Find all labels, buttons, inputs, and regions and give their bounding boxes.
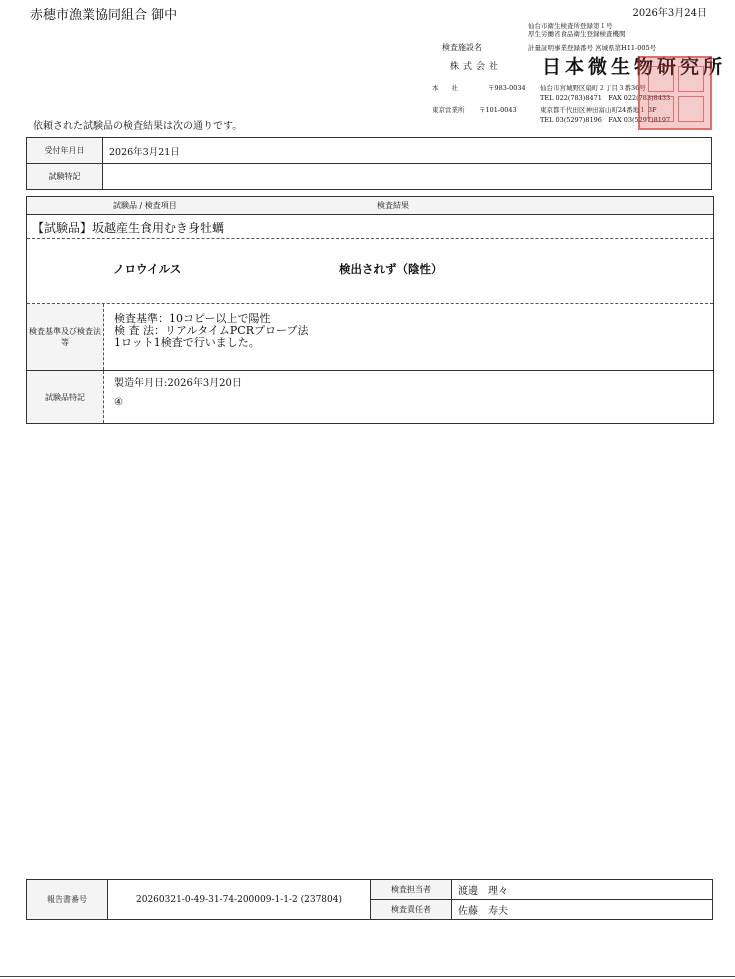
company-prefix: 株式会社 <box>450 62 503 72</box>
sample-spec-line-2: ④ <box>114 397 123 408</box>
header-item: 試験品 / 検査項目 <box>113 201 177 210</box>
header-result: 検査結果 <box>377 201 409 210</box>
inspector-label: 検査担当者 <box>371 880 452 900</box>
report-no-label: 報告書番号 <box>27 880 108 920</box>
receipt-value: 2026年3月21日 <box>103 138 712 164</box>
hq-postal: 〒983-0034 <box>488 84 526 92</box>
standard-row <box>27 304 713 371</box>
tokyo-address: 東京都千代田区神田富山町24番地１ 3F <box>540 106 657 114</box>
issuer-registration-2: 厚生労働省食品衛生登録検査機関 <box>528 30 626 38</box>
test-result: 検出されず（陰性） <box>339 262 443 276</box>
standard-line-1: 検査基準：10コピー以上で陽性 <box>114 312 271 325</box>
manager-label: 検査責任者 <box>371 900 452 920</box>
receipt-table <box>26 137 712 190</box>
test-notes-value <box>103 164 712 190</box>
facility-label: 検査施設名 <box>442 43 482 52</box>
result-row <box>27 239 713 304</box>
tokyo-label: 東京営業所 <box>432 106 465 114</box>
hq-address: 仙台市宮城野区扇町２丁目３番36号 <box>540 84 646 92</box>
hq-label: 本 社 <box>432 84 458 92</box>
issuer-registration-1: 仙台市衛生検査所登録第１号 <box>528 22 613 30</box>
results-table <box>26 196 714 424</box>
results-header <box>27 197 713 215</box>
standard-label: 検査基準及び検査法 等 <box>27 304 104 370</box>
inspector-name: 渡邊 理々 <box>452 880 713 900</box>
recipient: 赤穂市漁業協同組合 御中 <box>30 8 178 23</box>
receipt-label: 受付年月日 <box>27 138 103 164</box>
company-seal <box>638 56 712 130</box>
company-name: 日本微生物研究所 <box>542 56 727 78</box>
test-item: ノロウイルス <box>113 262 182 276</box>
manager-name: 佐藤 寿夫 <box>452 900 713 920</box>
standard-line-3: 1ロット1検査で行いました。 <box>114 336 260 349</box>
report-no: 20260321-0-49-31-74-200009-1-1-2 (237804) <box>108 880 371 920</box>
sample-spec-line-1: 製造年月日:2026年3月20日 <box>114 378 242 389</box>
test-notes-label: 試験特記 <box>27 164 103 190</box>
issuer-registration-3: 計量証明事業登録番号 宮城県第H11-005号 <box>528 44 657 52</box>
tokyo-tel: TEL 03(5297)8196 FAX 03(5297)8197 <box>540 116 671 124</box>
report-date: 2026年3月24日 <box>632 8 707 19</box>
footer-table <box>26 879 713 920</box>
sample-spec-label: 試験品特記 <box>27 371 104 423</box>
bottom-rule <box>0 976 735 977</box>
tokyo-postal: 〒101-0043 <box>479 106 517 114</box>
sample-name: 【試験品】坂越産生食用むき身牡蠣 <box>27 215 713 239</box>
intro-text: 依頼された試験品の検査結果は次の通りです。 <box>33 121 243 132</box>
sample-spec-row <box>27 371 713 423</box>
standard-line-2: 検 査 法：リアルタイムPCRプローブ法 <box>114 324 309 337</box>
hq-tel: TEL 022(783)8471 FAX 022(783)8433 <box>540 94 671 102</box>
